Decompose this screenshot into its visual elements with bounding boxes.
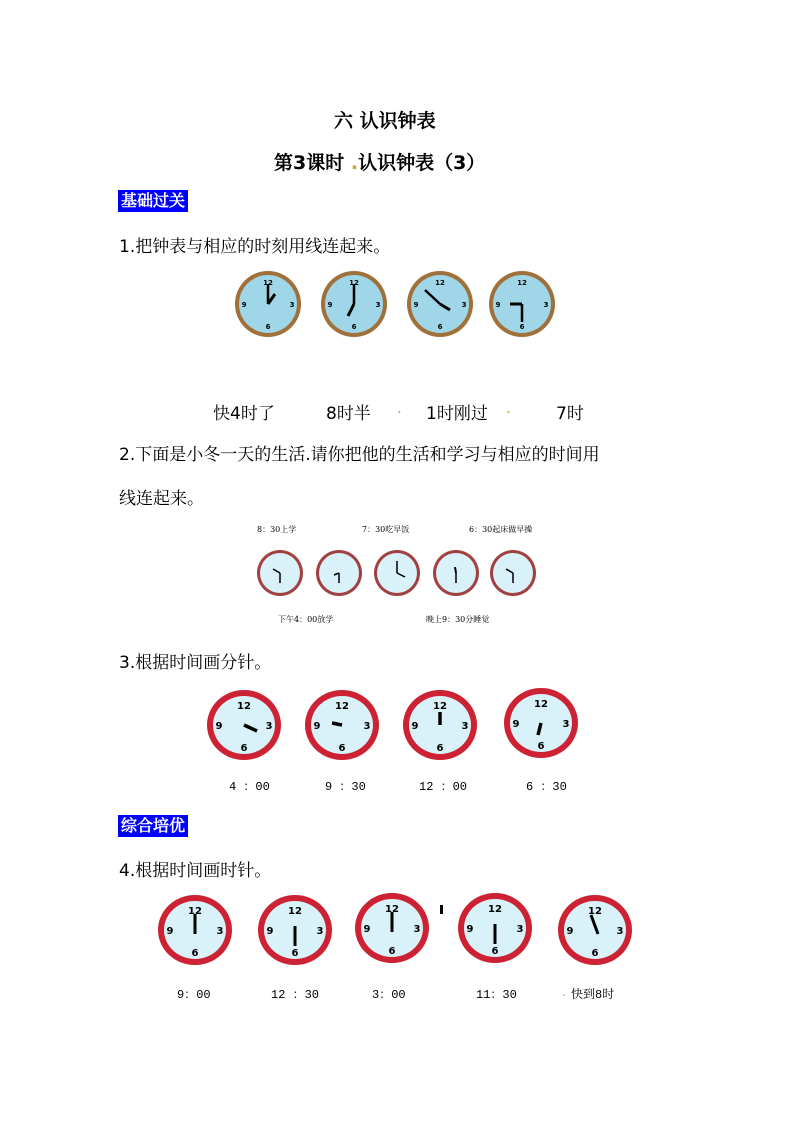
q1-label-1: 快4时了	[213, 404, 275, 424]
q2-clock-4	[433, 550, 479, 596]
svg-text:6: 6	[591, 948, 599, 959]
q1-label-2: 8时半	[326, 404, 371, 424]
q4-clock-4	[458, 893, 532, 963]
svg-text:9: 9	[327, 301, 333, 309]
svg-text:9: 9	[566, 926, 574, 937]
q2-bottom-label-2: 晚上9：30分睡觉	[426, 615, 490, 624]
svg-text:3: 3	[543, 301, 549, 309]
svg-text:12: 12	[188, 906, 202, 917]
svg-text:6: 6	[338, 743, 346, 754]
q4-clock-2	[258, 895, 332, 965]
svg-text:12: 12	[335, 701, 349, 712]
q4-clocks	[155, 893, 635, 971]
svg-text:9: 9	[413, 301, 419, 309]
svg-text:6: 6	[537, 741, 545, 752]
svg-text:6: 6	[240, 743, 248, 754]
svg-text:9: 9	[411, 721, 419, 732]
q1-label-4: 7时	[556, 404, 584, 424]
q3-clock-4	[504, 688, 578, 758]
svg-text:3: 3	[516, 924, 524, 935]
q2-clock-5	[490, 550, 536, 596]
svg-text:12: 12	[288, 906, 302, 917]
svg-text:3: 3	[375, 301, 381, 309]
svg-text:12: 12	[534, 699, 548, 710]
q3-time-4: 6 ：30	[526, 780, 567, 794]
q1-clock-4	[489, 271, 555, 337]
svg-text:12: 12	[237, 701, 251, 712]
svg-text:12: 12	[263, 279, 273, 287]
q1-clock-2	[321, 271, 387, 337]
lesson-title: 第3课时 .认识钟表（3）	[274, 152, 486, 174]
svg-text:12: 12	[349, 279, 359, 287]
q4-clock-3	[355, 893, 429, 963]
q3-clocks	[204, 686, 584, 766]
q1-label-3: 1时刚过	[426, 404, 488, 424]
q2-clocks	[255, 548, 540, 598]
svg-text:6: 6	[436, 743, 444, 754]
svg-text:6: 6	[437, 323, 443, 331]
svg-text:12: 12	[433, 701, 447, 712]
svg-text:3: 3	[216, 926, 224, 937]
svg-text:3: 3	[413, 924, 421, 935]
q2-clock-1	[257, 550, 303, 596]
svg-text:9: 9	[495, 301, 501, 309]
lesson-topic: 认识钟表（3）	[358, 152, 486, 174]
svg-text:6: 6	[519, 323, 525, 331]
q1-clocks	[230, 268, 560, 340]
svg-text:3: 3	[265, 721, 273, 732]
svg-text:3: 3	[562, 719, 570, 730]
q4-time-5: 快到8时	[571, 988, 615, 1002]
question-3-text: 3.根据时间画分针。	[119, 653, 272, 673]
q2-clock-3	[374, 550, 420, 596]
svg-text:3: 3	[316, 926, 324, 937]
q3-time-2: 9 ：30	[325, 780, 366, 794]
svg-text:6: 6	[291, 948, 299, 959]
svg-text:6: 6	[491, 946, 499, 957]
svg-text:12: 12	[385, 904, 399, 915]
q2-top-label-2: 7：30吃早饭	[362, 525, 410, 534]
unit-title: 六 认识钟表	[334, 110, 436, 132]
svg-text:9: 9	[313, 721, 321, 732]
q2-bottom-label-1: 下午4：00放学	[278, 615, 334, 624]
q1-clock-1	[235, 271, 301, 337]
svg-text:12: 12	[588, 906, 602, 917]
lesson-number: 第3课时	[274, 152, 351, 174]
q3-clock-3	[403, 690, 477, 760]
q3-time-1: 4 ：00	[229, 780, 270, 794]
q2-top-label-3: 6：30起床做早操	[469, 525, 533, 534]
svg-text:9: 9	[363, 924, 371, 935]
svg-text:3: 3	[461, 721, 469, 732]
section-advanced-tag: 综合培优	[118, 815, 188, 837]
q3-clock-1	[207, 690, 281, 760]
q1-clock-3	[407, 271, 473, 337]
question-2-text-line2: 线连起来。	[119, 489, 204, 509]
q3-time-3: 12 ：00	[419, 780, 468, 794]
stray-mark	[440, 905, 443, 914]
svg-text:9: 9	[466, 924, 474, 935]
question-2-text-line1: 2.下面是小冬一天的生活.请你把他的生活和学习与相应的时间用	[119, 445, 600, 465]
q4-clock-1	[158, 895, 232, 965]
q2-top-label-1: 8：30上学	[257, 525, 297, 534]
svg-text:6: 6	[191, 948, 199, 959]
question-4-text: 4.根据时间画时针。	[119, 861, 272, 881]
section-basic-tag: 基础过关	[118, 190, 188, 212]
q2-clock-2	[316, 550, 362, 596]
q4-time-1: 9：00	[177, 988, 211, 1002]
svg-text:3: 3	[461, 301, 467, 309]
svg-text:3: 3	[289, 301, 295, 309]
q4-time-2: 12 ：30	[271, 988, 320, 1002]
svg-text:9: 9	[512, 719, 520, 730]
svg-text:12: 12	[517, 279, 527, 287]
q4-time-3: 3：00	[372, 988, 406, 1002]
question-1-text: 1.把钟表与相应的时刻用线连起来。	[119, 237, 391, 257]
q4-clock-5	[558, 895, 632, 965]
svg-text:6: 6	[388, 946, 396, 957]
q4-time-4: 11：30	[476, 988, 517, 1002]
svg-text:9: 9	[166, 926, 174, 937]
svg-text:12: 12	[488, 904, 502, 915]
svg-text:12: 12	[435, 279, 445, 287]
q3-clock-2	[305, 690, 379, 760]
svg-text:6: 6	[265, 323, 271, 331]
svg-text:3: 3	[616, 926, 624, 937]
svg-text:6: 6	[351, 323, 357, 331]
svg-text:9: 9	[215, 721, 223, 732]
svg-text:9: 9	[266, 926, 274, 937]
svg-text:9: 9	[241, 301, 247, 309]
svg-text:3: 3	[363, 721, 371, 732]
